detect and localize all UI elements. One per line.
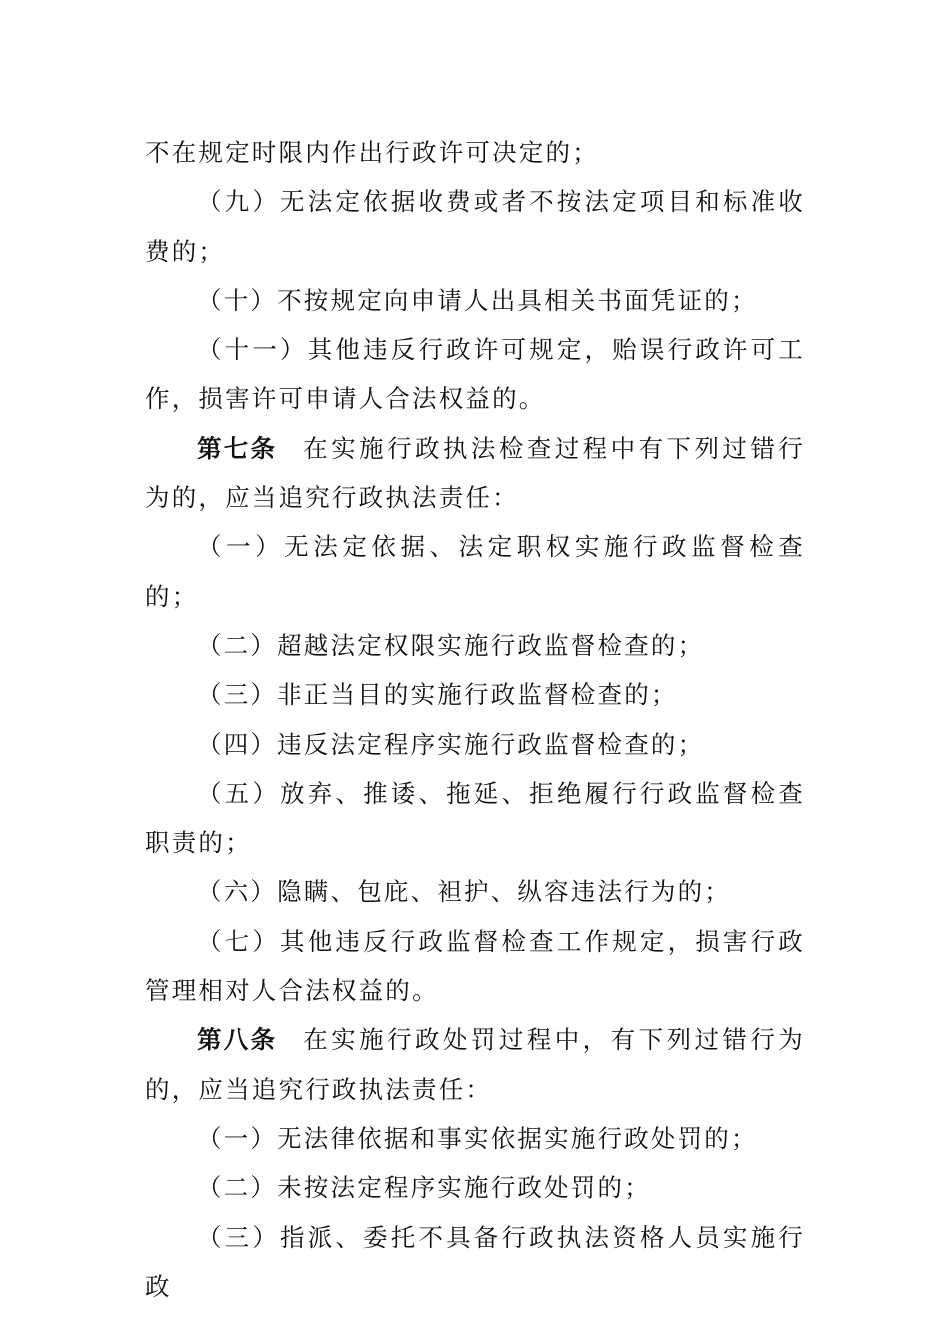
article-7-paragraph <box>145 424 805 523</box>
paragraph-11: （七）其他违反行政监督检查工作规定，损害行政管理相对人合法权益的。 <box>145 926 805 1006</box>
paragraph-10: （六）隐瞒、包庇、袒护、纵容违法行为的； <box>197 877 731 907</box>
paragraph-1: （九）无法定依据收费或者不按法定项目和标准收费的； <box>145 187 805 266</box>
paragraph-14: （二）未按法定程序实施行政处罚的； <box>197 1173 651 1203</box>
paragraph-7: （三）非正当目的实施行政监督检查的； <box>197 680 678 710</box>
paragraph-9: （五）放弃、推诿、拖延、拒绝履行行政监督检查职责的； <box>145 778 805 858</box>
paragraph-0: 不在规定时限内作出行政许可决定的； <box>145 138 599 167</box>
paragraph-13: （一）无法律依据和事实依据实施行政处罚的； <box>197 1123 758 1153</box>
article-8-heading: 第八条 <box>197 1025 278 1055</box>
paragraph-2: （十）不按规定向申请人出具相关书面凭证的； <box>197 285 758 315</box>
article-8-text: 在实施行政处罚过程中，有下列过错行为的，应当追究行政执法责任： <box>145 1025 805 1104</box>
paragraph-3: （十一）其他违反行政许可规定，贻误行政许可工作，损害许可申请人合法权益的。 <box>145 335 805 414</box>
paragraph-5: （一）无法定依据、法定职权实施行政监督检查的； <box>145 532 805 611</box>
article-8-paragraph <box>145 1015 805 1114</box>
article-7-heading: 第七条 <box>197 433 278 463</box>
paragraph-8: （四）违反法定程序实施行政监督检查的； <box>197 729 705 759</box>
article-7-text: 在实施行政执法检查过程中有下列过错行为的，应当追究行政执法责任： <box>145 433 805 513</box>
paragraph-6: （二）超越法定权限实施行政监督检查的； <box>197 630 705 660</box>
paragraph-15: （三）指派、委托不具备行政执法资格人员实施行政 <box>145 1222 805 1301</box>
document-body <box>145 128 805 1311</box>
